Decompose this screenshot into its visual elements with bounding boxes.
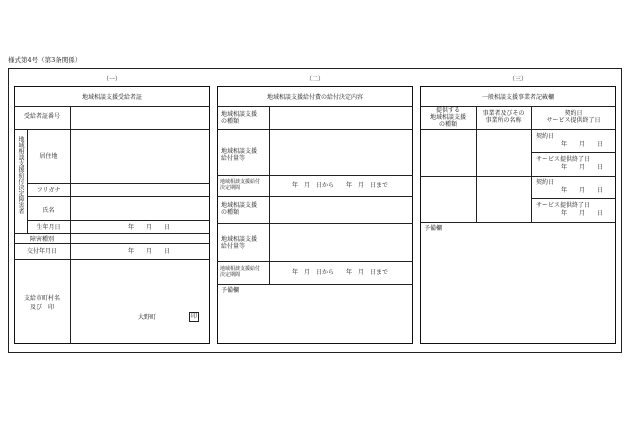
period-value-1: 年 月 日から 年 月 日まで (292, 182, 389, 189)
furigana-label: フリガナ (36, 187, 61, 194)
section-3-note-label: 予備欄 (424, 225, 443, 232)
kind-label-2: 地域相談支援 の種類 (221, 202, 258, 216)
col-header-kind: 提供する 地域相談支援 の種類 (429, 107, 466, 128)
birth-value: 年 月 日 (128, 224, 171, 231)
contract-date-2: 年 月 日 (561, 187, 604, 194)
period-label-1: 地域相談支援給付 決定期間 (220, 179, 261, 191)
section-3-heading: （三） (508, 76, 527, 83)
end-date-1: 年 月 日 (561, 164, 604, 171)
section-1-heading: （一） (102, 76, 121, 83)
recipient-group-label: 地域相談支援給付決定障害者 (17, 136, 24, 214)
section-3-title: 一般相談支援事業者記載欄 (481, 94, 554, 101)
period-label-2: 地域相談支援給付 決定期間 (220, 266, 261, 278)
amount-label-2: 地域相談支援 給付量等 (221, 236, 258, 250)
municipality-label: 支給市町村名 及び 印 (23, 295, 60, 311)
seal-box: 印 (190, 313, 197, 320)
col-header-dates: 契約日 サービス提供終了日 (546, 110, 601, 124)
end-date-2: 年 月 日 (561, 210, 604, 217)
period-value-2: 年 月 日から 年 月 日まで (292, 269, 389, 276)
address-label: 居住地 (39, 153, 58, 160)
section-2-note-label: 予備欄 (221, 287, 240, 294)
birth-label: 生年月日 (36, 224, 61, 231)
amount-label-1: 地域相談支援 給付量等 (221, 148, 258, 162)
kind-label-1: 地域相談支援 の種類 (221, 111, 258, 125)
disability-label: 障害種別 (29, 236, 54, 243)
contract-label-2: 契約日 (536, 179, 555, 186)
col-header-provider: 事業者及びその 事業所の名称 (482, 110, 525, 124)
contract-label-1: 契約日 (536, 133, 555, 140)
name-label: 氏名 (42, 207, 55, 214)
contract-date-1: 年 月 日 (561, 141, 604, 148)
number-label: 受給者証番号 (23, 113, 60, 120)
issue-date-label: 交付年月日 (26, 248, 57, 255)
town-name: 大野町 (138, 314, 157, 321)
end-label-2: サービス提供終了日 (536, 202, 591, 209)
issue-date-value: 年 月 日 (128, 248, 171, 255)
form-title: 様式第4号（第3条関係） (8, 56, 82, 64)
section-2-heading: （二） (305, 76, 324, 83)
section-2-title: 地域相談支援給付費の給付決定内容 (266, 94, 363, 101)
section-1-title: 地域相談支援受給者証 (81, 94, 142, 101)
end-label-1: サービス提供終了日 (536, 156, 591, 163)
